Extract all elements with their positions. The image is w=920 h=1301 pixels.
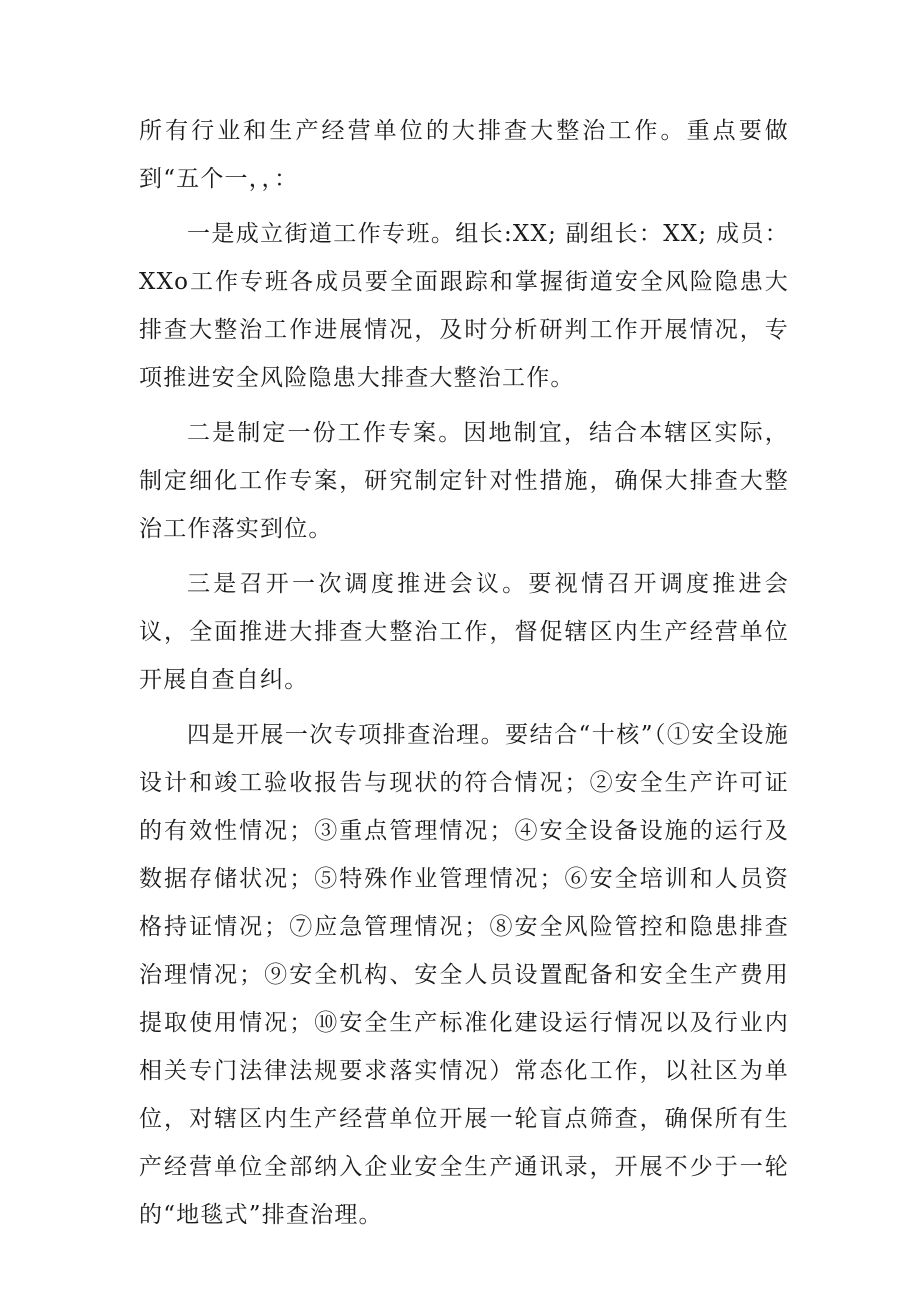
paragraph-work-plan: 二是制定一份工作专案。因地制宜，结合本辖区实际，制定细化工作专案，研究制定针对性措施，确保大排查大整治工作落实到位。	[139, 420, 789, 542]
document-body	[139, 107, 789, 1239]
paragraph-continuation: 所有行业和生产经营单位的大排查大整治工作。重点要做到“五个一，，：	[139, 118, 789, 192]
paragraph-meeting: 三是召开一次调度推进会议。要视情召开调度推进会议，全面推进大排查大整治工作，督促辖区内生产经营单位开展自查自纠。	[139, 571, 789, 693]
paragraph-work-team: 一是成立街道工作专班。组长:XX; 副组长：XX; 成员：XXo工作专班各成员要全面跟踪和掌握街道安全风险隐患大排查大整治工作进展情况，及时分析研判工作开展情况，专项推进安全风险隐患大排查大整治工作。	[139, 221, 789, 391]
paragraph-inspection: 四是开展一次专项排查治理。要结合“十核”（①安全设施设计和竣工验收报告与现状的符合情况；②安全生产许可证的有效性情况；③重点管理情况；④安全设备设施的运行及数据存储状况；⑤特殊作业管理情况；⑥安全培训和人员资格持证情况；⑦应急管理情况；⑧安全风险管控和隐患排查治理情况；⑨安全机构、安全人员设置配备和安全生产费用提取使用情况；⑩安全生产标准化建设运行情况以及行业内相关专门法律法规要求落实情况）常态化工作，以社区为单位，对辖区内生产经营单位开展一轮盲点筛查，确保所有生产经营单位全部纳入企业安全生产通讯录，开展不少于一轮的“地毯式”排查治理。	[139, 722, 789, 1228]
